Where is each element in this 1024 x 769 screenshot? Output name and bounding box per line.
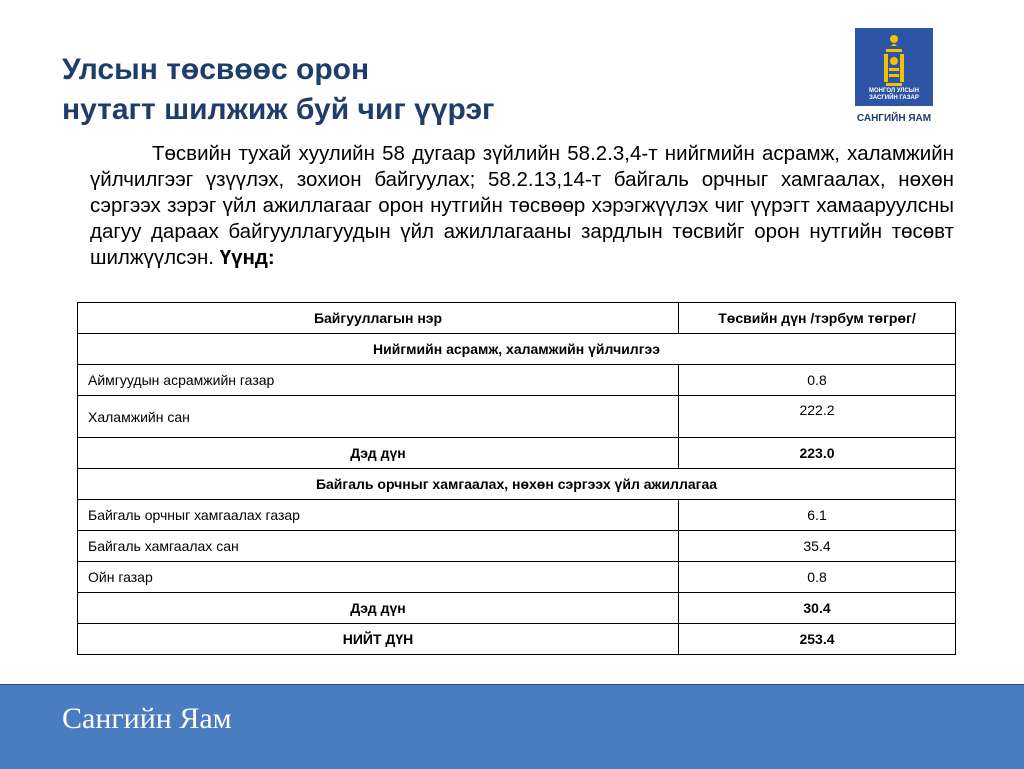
header-amount: Төсвийн дүн /тэрбум төгрөг/ [679,303,956,334]
table-header-row [78,303,956,334]
subtotal-label: Дэд дүн [78,438,679,469]
row-amount: 0.8 [679,365,956,396]
total-row [78,624,956,655]
row-name: Ойн газар [78,562,679,593]
slide-title-line1: Улсын төсвөөс орон [62,53,370,86]
row-name: Байгаль орчныг хамгаалах газар [78,500,679,531]
table-row [78,531,956,562]
row-amount: 6.1 [679,500,956,531]
row-amount: 35.4 [679,531,956,562]
subtotal-value: 223.0 [679,438,956,469]
logo-text-line1: МОНГОЛ УЛСЫН [869,88,919,94]
row-name: Халамжийн сан [78,396,679,438]
row-name: Аймгуудын асрамжийн газар [78,365,679,396]
slide-title-line2: нутагт шилжиж буй чиг үүрэг [62,93,495,126]
table-row [78,562,956,593]
row-name: Байгаль хамгаалах сан [78,531,679,562]
table-row [78,396,956,438]
logo-text-line2: ЗАСГИЙН ГАЗАР [869,95,919,101]
slide-title [62,50,762,130]
total-label: НИЙТ ДҮН [78,624,679,655]
row-amount: 0.8 [679,562,956,593]
intro-paragraph [90,141,954,271]
logo-caption: САНГИЙН ЯАМ [856,113,932,124]
subtotal-row [78,438,956,469]
total-value: 253.4 [679,624,956,655]
intro-paragraph-bold: Үүнд: [219,246,275,269]
subtotal-row [78,593,956,624]
budget-table [77,302,956,655]
table-row [78,500,956,531]
subtotal-value: 30.4 [679,593,956,624]
table-row [78,365,956,396]
footer-text: Сангийн Яам [62,702,232,735]
row-amount: 222.2 [679,396,956,438]
section-row [78,334,956,365]
section-row [78,469,956,500]
section2-title: Байгаль орчныг хамгаалах, нөхөн сэргээх үйл ажиллагаа [78,469,956,500]
header-name: Байгууллагын нэр [78,303,679,334]
intro-paragraph-text: Төсвийн тухай хуулийн 58 дугаар зүйлийн 58.2.3,4-т нийгмийн асрамж, халамжийн үйлчилгээг үзүүлэх, зохион байгуулах; 58.2.13,14-т байгаль орчныг хамгаалах, нөхөн сэргээх зэрэг үйл ажиллагааг орон нутгийн төсвөөр хэрэгжүүлэх чиг үүрэгт хамааруулсны дагуу дараах байгууллагуудын үйл ажиллагааны зардлын төсвийг орон нутгийн төсөвт шилжүүлсэн. [90,142,954,269]
footer-bar [0,684,1024,769]
subtotal-label: Дэд дүн [78,593,679,624]
government-logo [855,28,933,106]
section1-title: Нийгмийн асрамж, халамжийн үйлчилгээ [78,334,956,365]
